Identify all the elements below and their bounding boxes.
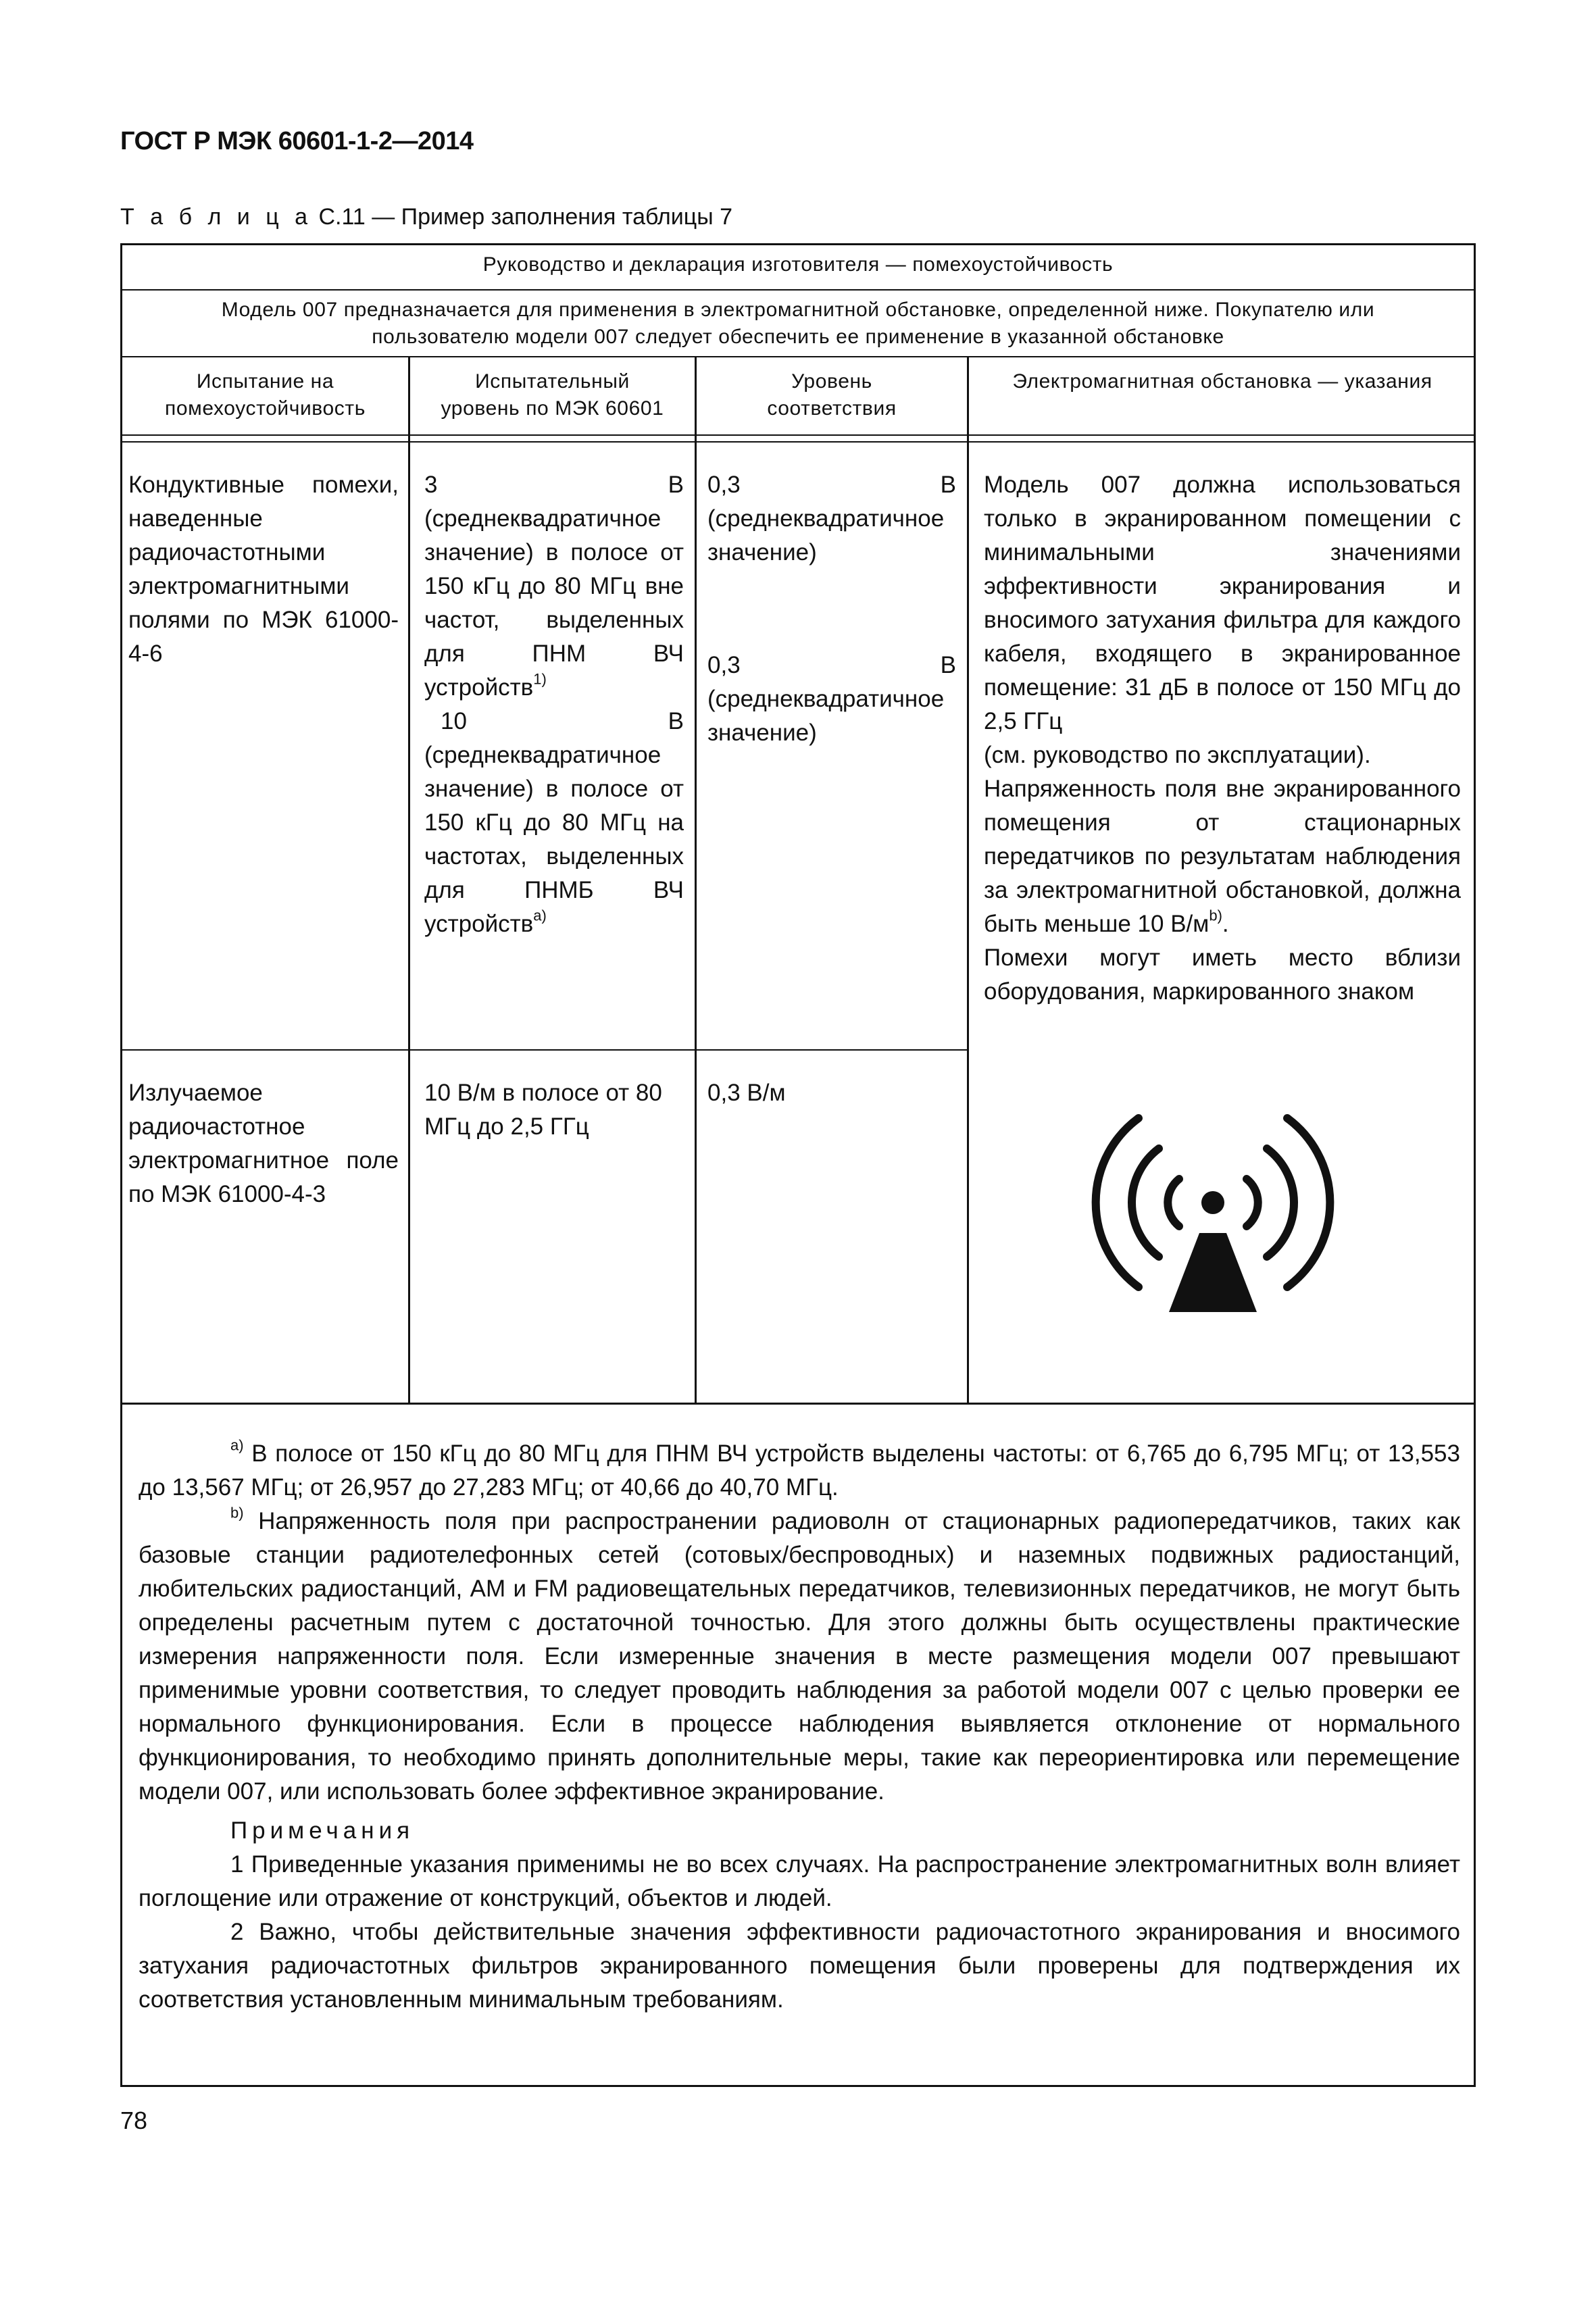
table-rule-intro bbox=[120, 356, 1476, 357]
table-intro bbox=[122, 297, 1474, 351]
column-header-compliance-line-2: соответствия bbox=[767, 397, 897, 420]
table-caption-prefix: Т а б л и ц а bbox=[120, 204, 313, 230]
environment-p3-end: . bbox=[1222, 911, 1229, 937]
environment-p3-note: b) bbox=[1209, 907, 1222, 924]
table-title: Руководство и декларация изготовителя — помехоустойчивость bbox=[482, 253, 1114, 276]
row2-test-name: Излучаемое радиочастотное электромагнитное поле по МЭК 61000-4-3 bbox=[128, 1080, 399, 1207]
footnote-b bbox=[139, 1505, 1460, 1809]
note-1: 1 Приведенные указания применимы не во всех случаях. На распространение электромагнитных волн влияет поглощение или отражение от конструкций, объектов и людей. bbox=[139, 1851, 1460, 1911]
table-intro-line-1: Модель 007 предназначается для применения в электромагнитной обстановке, определенной ниже. Покупателю или bbox=[221, 299, 1375, 321]
table-rule-header-2 bbox=[120, 441, 1476, 443]
row2-test-level: 10 В/м в полосе от 80 МГц до 2,5 ГГц bbox=[424, 1080, 662, 1140]
table-col-divider-2 bbox=[695, 357, 697, 1403]
table-col-divider-3 bbox=[967, 357, 969, 1403]
column-header-test-line-2: помехоустойчивость bbox=[165, 397, 366, 420]
column-header-test bbox=[122, 368, 408, 422]
table-rule-row-split bbox=[120, 1049, 968, 1051]
table-intro-line-2: пользователю модели 007 следует обеспечить ее применение в указанной обстановке bbox=[372, 326, 1224, 348]
row2-compliance: 0,3 В/м bbox=[707, 1080, 786, 1106]
column-header-environment-line-1: Электромагнитная обстановка — указания bbox=[1012, 370, 1432, 393]
table-rule-header-1 bbox=[120, 434, 1476, 436]
environment-p3: Напряженность поля вне экранированного помещения от стационарных передатчиков по результатам наблюдения за электромагнитной обстановкой, должна быть меньше 10 В/м bbox=[984, 776, 1461, 937]
document-code: ГОСТ Р МЭК 60601-1-2—2014 bbox=[120, 127, 474, 155]
row1-test-level-b: 10 В (среднеквадратичное значение) в полосе от 150 кГц до 80 МГц на частотах, выделенных для ПНМБ ВЧ устройств bbox=[424, 708, 684, 937]
environment-p2: (см. руководство по эксплуатации). bbox=[984, 742, 1371, 768]
footnote-a-mark: a) bbox=[230, 1436, 244, 1454]
row1-test-level-b-block bbox=[424, 705, 684, 941]
environment-p1: Модель 007 должна использоваться только в экранированном помещении с минимальными значениями эффективности экранирования и вносимого затухания фильтра для каждого кабеля, входящего в экранированное помещение: 31 дБ в полосе от 150 МГц до 2,5 ГГц bbox=[984, 472, 1461, 734]
environment-p4: Помехи могут иметь место вблизи оборудования, маркированного знаком bbox=[984, 945, 1461, 1005]
column-header-compliance bbox=[697, 368, 967, 422]
column-header-test-level bbox=[410, 368, 695, 422]
footnote-b-mark: b) bbox=[230, 1504, 244, 1521]
column-header-environment bbox=[969, 368, 1476, 395]
row1-compliance-b: 0,3 В (среднеквадратичное значение) bbox=[707, 652, 956, 746]
row1-test-level bbox=[424, 468, 684, 941]
column-header-test-line-1: Испытание на bbox=[196, 370, 334, 393]
notes-title: Примечания bbox=[230, 1817, 415, 1844]
environment-p3-block bbox=[984, 772, 1461, 941]
note-2: 2 Важно, чтобы действительные значения эффективности радиочастотного экранирования и вносимого затухания радиочастотных фильтров экранированного помещения были проверены для подтверждения их соответствия установленным минимальным требованиям. bbox=[139, 1919, 1460, 2013]
row1-test-level-a-note: 1) bbox=[533, 670, 547, 688]
row1-compliance-a: 0,3 В (среднеквадратичное значение) bbox=[707, 472, 956, 565]
row1-test-level-a: 3 В (среднеквадратичное значение) в полосе от 150 кГц до 80 МГц вне частот, выделенных для ПНМ ВЧ устройств bbox=[424, 472, 684, 701]
row1-test-level-b-note: a) bbox=[533, 907, 547, 924]
row1-test-name: Кондуктивные помехи, наведенные радиочастотными электромагнитными полями по МЭК 61000-4-6 bbox=[128, 472, 399, 667]
table-caption bbox=[120, 204, 732, 230]
column-header-test-level-line-2: уровень по МЭК 60601 bbox=[441, 397, 664, 420]
column-header-test-level-line-1: Испытательный bbox=[475, 370, 630, 393]
table-footnotes bbox=[139, 1437, 1460, 2017]
footnote-a bbox=[139, 1437, 1460, 1505]
table-rule-title bbox=[120, 289, 1476, 291]
footnote-a-text: В полосе от 150 кГц до 80 МГц для ПНМ ВЧ устройств выделены частоты: от 6,765 до 6,795 МГц; от 13,553 до 13,567 МГц; от 26,957 до 27,283 МГц; от 40,66 до 40,70 МГц. bbox=[139, 1440, 1460, 1501]
environment-guidance bbox=[984, 468, 1461, 1009]
page-number: 78 bbox=[120, 2107, 148, 2134]
table-rule-body-end bbox=[120, 1403, 1476, 1405]
table-col-divider-1 bbox=[408, 357, 410, 1403]
footnote-b-text: Напряженность поля при распространении радиоволн от стационарных радиопередатчиков, таких как базовые станции радиотелефонных сетей (сотовых/беспроводных) и наземных подвижных радиостанций, любительских радиостанций, АМ и FM радиовещательных передатчиков, телевизионных передатчиков, не могут быть определены расчетным путем с достаточной точностью. Для этого должны быть осуществлены практические измерения напряженности поля. Если измеренные значения в месте размещения модели 007 превышают применимые уровни соответствия, то следует проводить наблюдения за работой модели 007 с целью проверки ее нормального функционирования. Если в процессе наблюдения выявляется отклонение от нормального функционирования, то необходимо принять дополнительные меры, такие как переориентировка или перемещение модели 007, или использовать более эффективное экранирование. bbox=[139, 1508, 1460, 1805]
column-header-compliance-line-1: Уровень bbox=[791, 370, 872, 393]
table-caption-text: С.11 — Пример заполнения таблицы 7 bbox=[312, 204, 733, 230]
non-ionizing-radiation-icon bbox=[1088, 1081, 1338, 1317]
